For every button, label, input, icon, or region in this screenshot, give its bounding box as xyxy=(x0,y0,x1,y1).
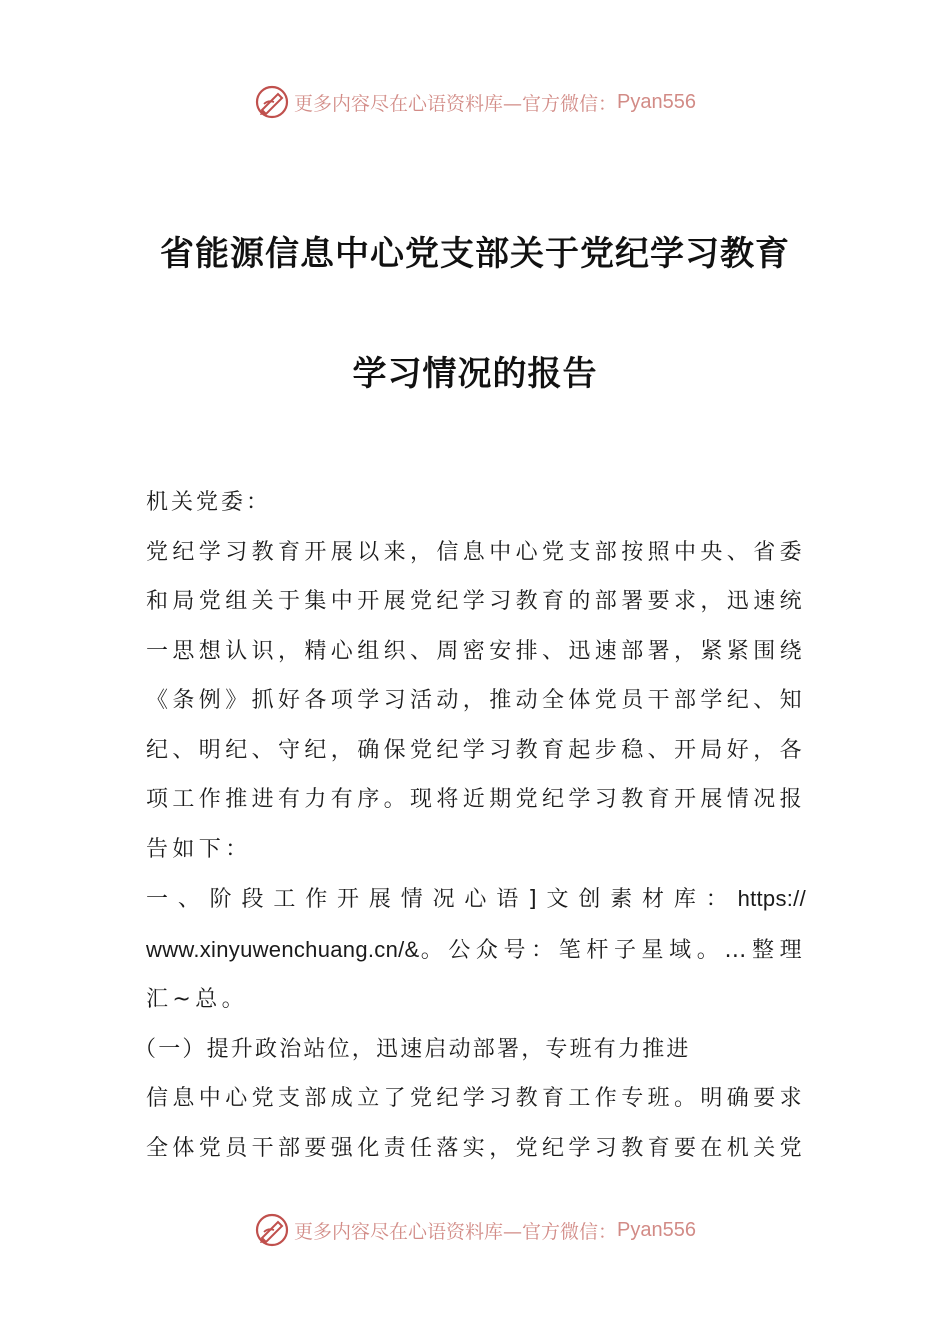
section-heading-1-continued xyxy=(146,925,806,976)
watermark-header xyxy=(0,82,950,122)
document-title-line-2: 学习情况的报告 xyxy=(352,354,598,394)
heading-url-part-2: www.xinyuwenchuang.cn/& xyxy=(146,936,420,962)
watermark-text: 更多内容尽在心语资料库—官方微信： xyxy=(294,1220,618,1243)
paragraph-intro: 党纪学习教育开展以来，信息中心党支部按照中央、省委和局党组关于集中开展党纪学习教育的部署要求，迅速统一思想认识，精心组织、周密安排、迅速部署，紧紧围绕《条例》抓好各项学习活动，推动全体党员干部学纪、知纪、明纪、守纪，确保党纪学习教育起步稳、开局好，各项工作推进有力有序。现将近期党纪学习教育开展情况报告如下： xyxy=(146,539,807,862)
document-body xyxy=(134,478,807,1173)
heading-text-continued: 。公众号：笔杆子星域。…整理 xyxy=(419,937,806,963)
subsection-title-1: （一）提升政治站位，迅速启动部署，专班有力推进 xyxy=(134,1036,691,1062)
heading-text: 一、阶段工作开展情况心语]文创素材库： xyxy=(146,887,738,912)
watermark-footer xyxy=(0,1210,950,1250)
paragraph-1: 信息中心党支部成立了党纪学习教育工作专班。明确要求全体党员干部要强化责任落实，党纪学习教育要在机关党 xyxy=(146,1086,807,1161)
heading-url-part-1: https:// xyxy=(737,886,806,911)
watermark-text: 更多内容尽在心语资料库—官方微信： xyxy=(294,92,618,115)
salutation: 机关党委： xyxy=(146,490,272,515)
section-heading-1-end: 汇~总。 xyxy=(146,987,249,1012)
document-title-line-1: 省能源信息中心党支部关于党纪学习教育 xyxy=(160,234,790,274)
watermark-handle: Pyan556 xyxy=(617,90,696,113)
pen-logo-icon xyxy=(254,1212,290,1248)
section-heading-1 xyxy=(146,874,806,925)
watermark-handle: Pyan556 xyxy=(617,1218,696,1241)
pen-logo-icon xyxy=(254,84,290,120)
